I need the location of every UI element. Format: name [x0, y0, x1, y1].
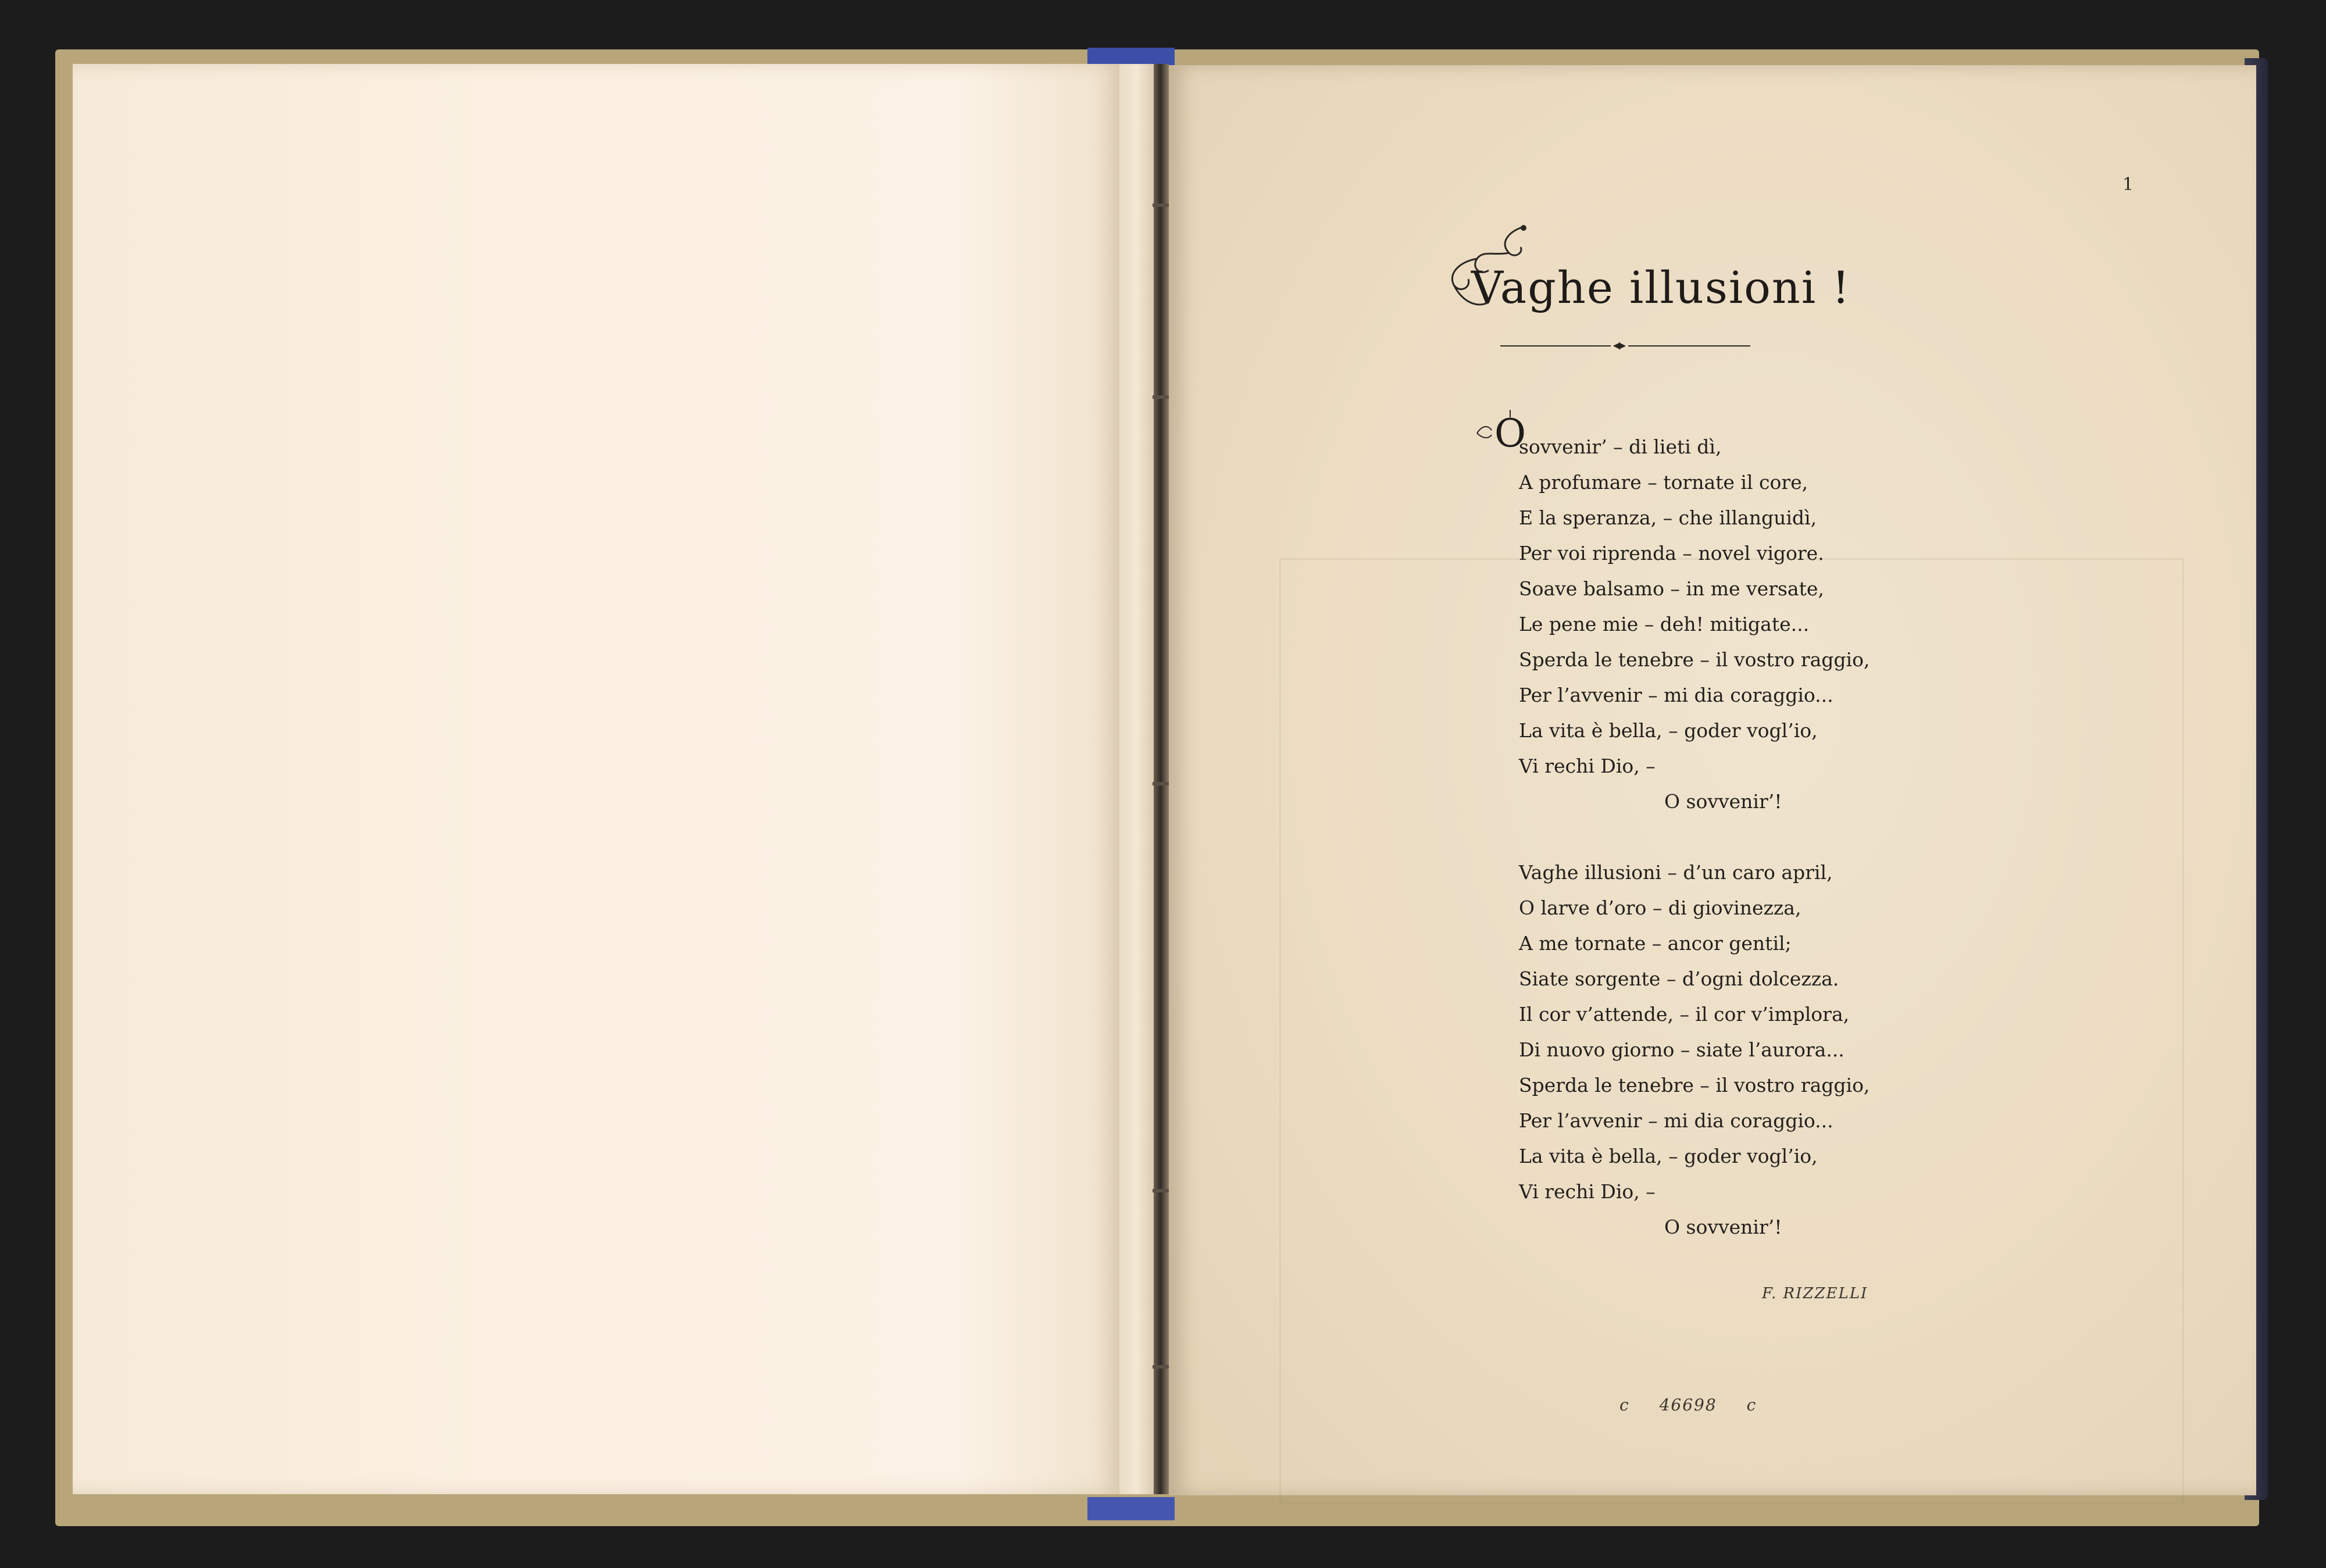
poem-line: Vi rechi Dio, – [1519, 1180, 1656, 1203]
poem-line: A me tornate – ancor gentil; [1519, 932, 1792, 955]
binding-stitch [1153, 395, 1170, 399]
poem-refrain: O sovvenir’! [1664, 790, 1782, 813]
poem-line: Le pene mie – deh! mitigate... [1519, 613, 1810, 635]
poem-refrain: O sovvenir’! [1664, 1216, 1782, 1238]
binding-stitch [1153, 203, 1170, 207]
poem-line: La vita è bella, – goder vogl’io, [1519, 1145, 1818, 1167]
poem-line: La vita è bella, – goder vogl’io, [1519, 719, 1818, 742]
book-gutter [1154, 64, 1169, 1494]
plate-number-line [1619, 1395, 1757, 1415]
poem-line: A profumare – tornate il core, [1519, 471, 1808, 494]
title-block [1436, 221, 1902, 314]
poem-line: Vi rechi Dio, – [1519, 755, 1656, 777]
poem-line: Per l’avvenir – mi dia coraggio... [1519, 684, 1833, 706]
plate-mark: c [1746, 1395, 1757, 1415]
poem-line: sovvenir’ – di lieti dì, [1519, 435, 1722, 458]
plate-number: 46698 [1659, 1395, 1717, 1415]
poem-line: Per voi riprenda – novel vigore. [1519, 542, 1824, 565]
poem-line: Siate sorgente – d’ogni dolcezza. [1519, 967, 1839, 990]
song-title: Vaghe illusioni ! [1471, 262, 1851, 313]
poem-line: Il cor v’attende, – il cor v’implora, [1519, 1003, 1850, 1026]
poem-line: Sperda le tenebre – il vostro raggio, [1519, 1074, 1870, 1096]
left-page-edge [1119, 64, 1154, 1494]
binding-stitch [1153, 782, 1170, 785]
left-blank-page [73, 64, 1119, 1494]
spine-cloth-bottom [1087, 1497, 1175, 1520]
poem-line: Soave balsamo – in me versate, [1519, 577, 1824, 600]
plate-mark: c [1619, 1395, 1630, 1415]
page-number: 1 [2122, 174, 2134, 195]
binding-stitch [1153, 1189, 1170, 1192]
poem-line: Di nuovo giorno – siate l’aurora... [1519, 1038, 1845, 1061]
poem-line: E la speranza, – che illanguidì, [1519, 506, 1817, 529]
dropcap-letter: O [1494, 411, 1526, 456]
poem-line: Vaghe illusioni – d’un caro april, [1519, 861, 1833, 884]
author-credit: F. RIZZELLI [1762, 1285, 1868, 1302]
poem-text [1519, 429, 1926, 1245]
poem-line: Per l’avvenir – mi dia coraggio... [1519, 1109, 1833, 1132]
stanza-gap [1519, 819, 1926, 855]
poem-line: O larve d’oro – di giovinezza, [1519, 896, 1801, 919]
poem-line: Sperda le tenebre – il vostro raggio, [1519, 648, 1870, 671]
title-divider [1500, 342, 1750, 350]
binding-stitch [1153, 1365, 1170, 1369]
